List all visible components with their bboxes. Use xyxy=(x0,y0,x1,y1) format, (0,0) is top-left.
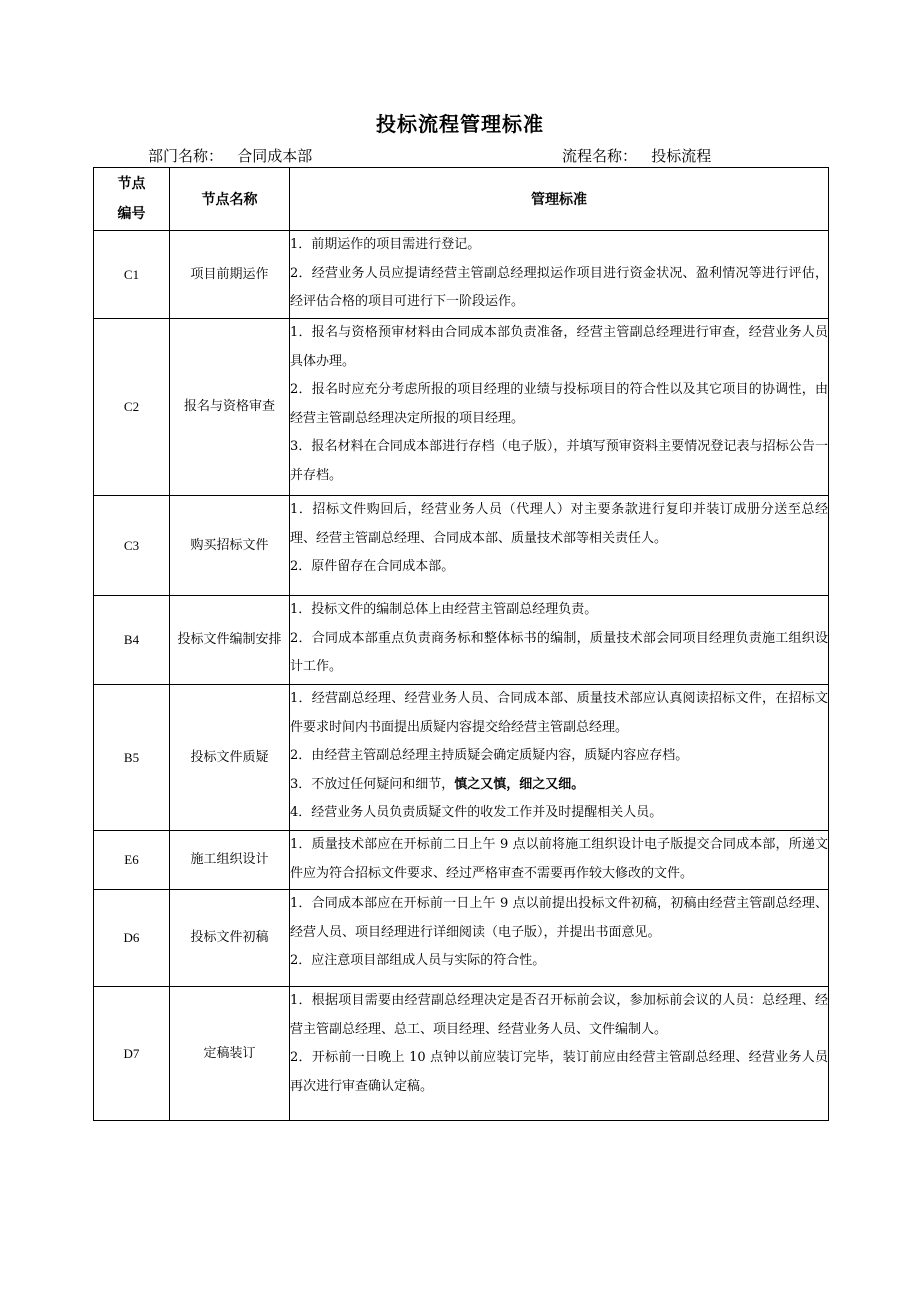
management-standard-table xyxy=(93,167,829,1121)
table-row xyxy=(94,831,829,890)
table-row xyxy=(94,319,829,496)
standard-item: 1．根据项目需要由经营副总经理决定是否召开标前会议，参加标前会议的人员：总经理、经营主管副总经理、总工、项目经理、经营业务人员、文件编制人。 xyxy=(290,993,828,1037)
standard-item: 2．由经营主管副总经理主持质疑会确定质疑内容，质疑内容应存档。 xyxy=(290,748,689,763)
node-code: B5 xyxy=(94,685,170,831)
table-row xyxy=(94,231,829,319)
standard-content xyxy=(290,685,829,831)
standard-item: 1．质量技术部应在开标前二日上午 9 点以前将施工组织设计电子版提交合同成本部，所递文件应为符合招标文件要求、经过严格审查不需要再作较大修改的文件。 xyxy=(290,837,828,881)
standard-item: 2．应注意项目部组成人员与实际的符合性。 xyxy=(290,953,546,968)
standard-item: 1．报名与资格预审材料由合同成本部负责准备，经营主管副总经理进行审查，经营业务人员具体办理。 xyxy=(290,325,828,369)
header-node-name: 节点名称 xyxy=(170,168,290,231)
emphasis-text: 慎之又慎，细之又细。 xyxy=(454,776,585,792)
standard-item: 2．开标前一日晚上 10 点钟以前应装订完毕，装订前应由经营主管副总经理、经营业务人员再次进行审查确认定稿。 xyxy=(290,1050,828,1094)
node-code: C3 xyxy=(94,496,170,596)
node-name: 投标文件初稿 xyxy=(170,890,290,987)
standard-item: 3．报名材料在合同成本部进行存档（电子版），并填写预审资料主要情况登记表与招标公告一并存档。 xyxy=(290,439,828,483)
standard-content xyxy=(290,596,829,685)
standard-item: 2．原件留存在合同成本部。 xyxy=(290,559,455,574)
node-name: 报名与资格审查 xyxy=(170,319,290,496)
standard-content xyxy=(290,231,829,319)
standard-content xyxy=(290,319,829,496)
standard-item-text: 3．不放过任何疑问和细节， xyxy=(290,776,455,792)
node-code: D7 xyxy=(94,987,170,1121)
document-title: 投标流程管理标准 xyxy=(376,112,544,136)
node-name: 项目前期运作 xyxy=(170,231,290,319)
process-label: 流程名称： 投标流程 xyxy=(562,147,712,165)
node-name: 施工组织设计 xyxy=(170,831,290,890)
node-code: E6 xyxy=(94,831,170,890)
standard-content xyxy=(290,831,829,890)
standard-item: 4．经营业务人员负责质疑文件的收发工作并及时提醒相关人员。 xyxy=(290,805,663,820)
standard-item: 2．经营业务人员应提请经营主管副总经理拟运作项目进行资金状况、盈利情况等进行评估，经评估合格的项目可进行下一阶段运作。 xyxy=(290,265,828,309)
header-management-standard: 管理标准 xyxy=(290,168,829,231)
header-node-code xyxy=(94,168,170,231)
node-code: C2 xyxy=(94,319,170,496)
table-row xyxy=(94,496,829,596)
node-code: D6 xyxy=(94,890,170,987)
node-name: 投标文件编制安排 xyxy=(170,596,290,685)
table-header-row xyxy=(94,168,829,231)
node-name: 定稿装订 xyxy=(170,987,290,1121)
table-row xyxy=(94,685,829,831)
standard-item: 1．前期运作的项目需进行登记。 xyxy=(290,237,481,252)
node-code: C1 xyxy=(94,231,170,319)
standard-content xyxy=(290,890,829,987)
standard-item: 2．报名时应充分考虑所报的项目经理的业绩与投标项目的符合性以及其它项目的协调性，由经营主管副总经理决定所报的项目经理。 xyxy=(290,382,828,426)
standard-item: 1．投标文件的编制总体上由经营主管副总经理负责。 xyxy=(290,602,598,617)
department-label: 部门名称： 合同成本部 xyxy=(148,147,313,165)
standard-content xyxy=(290,496,829,596)
standard-item: 2．合同成本部重点负责商务标和整体标书的编制，质量技术部会同项目经理负责施工组织设计工作。 xyxy=(290,630,828,674)
standard-item: 1．合同成本部应在开标前一日上午 9 点以前提出投标文件初稿，初稿由经营主管副总经理、经营人员、项目经理进行详细阅读（电子版），并提出书面意见。 xyxy=(290,896,828,940)
table-row xyxy=(94,596,829,685)
standard-item: 1．经营副总经理、经营业务人员、合同成本部、质量技术部应认真阅读招标文件，在招标文件要求时间内书面提出质疑内容提交给经营主管副总经理。 xyxy=(290,691,828,735)
table-row xyxy=(94,890,829,987)
node-name: 投标文件质疑 xyxy=(170,685,290,831)
node-code: B4 xyxy=(94,596,170,685)
standard-item xyxy=(290,771,828,800)
header-node-code-line1: 节点 xyxy=(117,176,146,192)
standard-content xyxy=(290,987,829,1121)
header-node-code-line2: 编号 xyxy=(117,206,146,222)
node-name: 购买招标文件 xyxy=(170,496,290,596)
table-row xyxy=(94,987,829,1121)
standard-item: 1．招标文件购回后，经营业务人员（代理人）对主要条款进行复印并装订成册分送至总经理、经营主管副总经理、合同成本部、质量技术部等相关责任人。 xyxy=(290,502,828,546)
